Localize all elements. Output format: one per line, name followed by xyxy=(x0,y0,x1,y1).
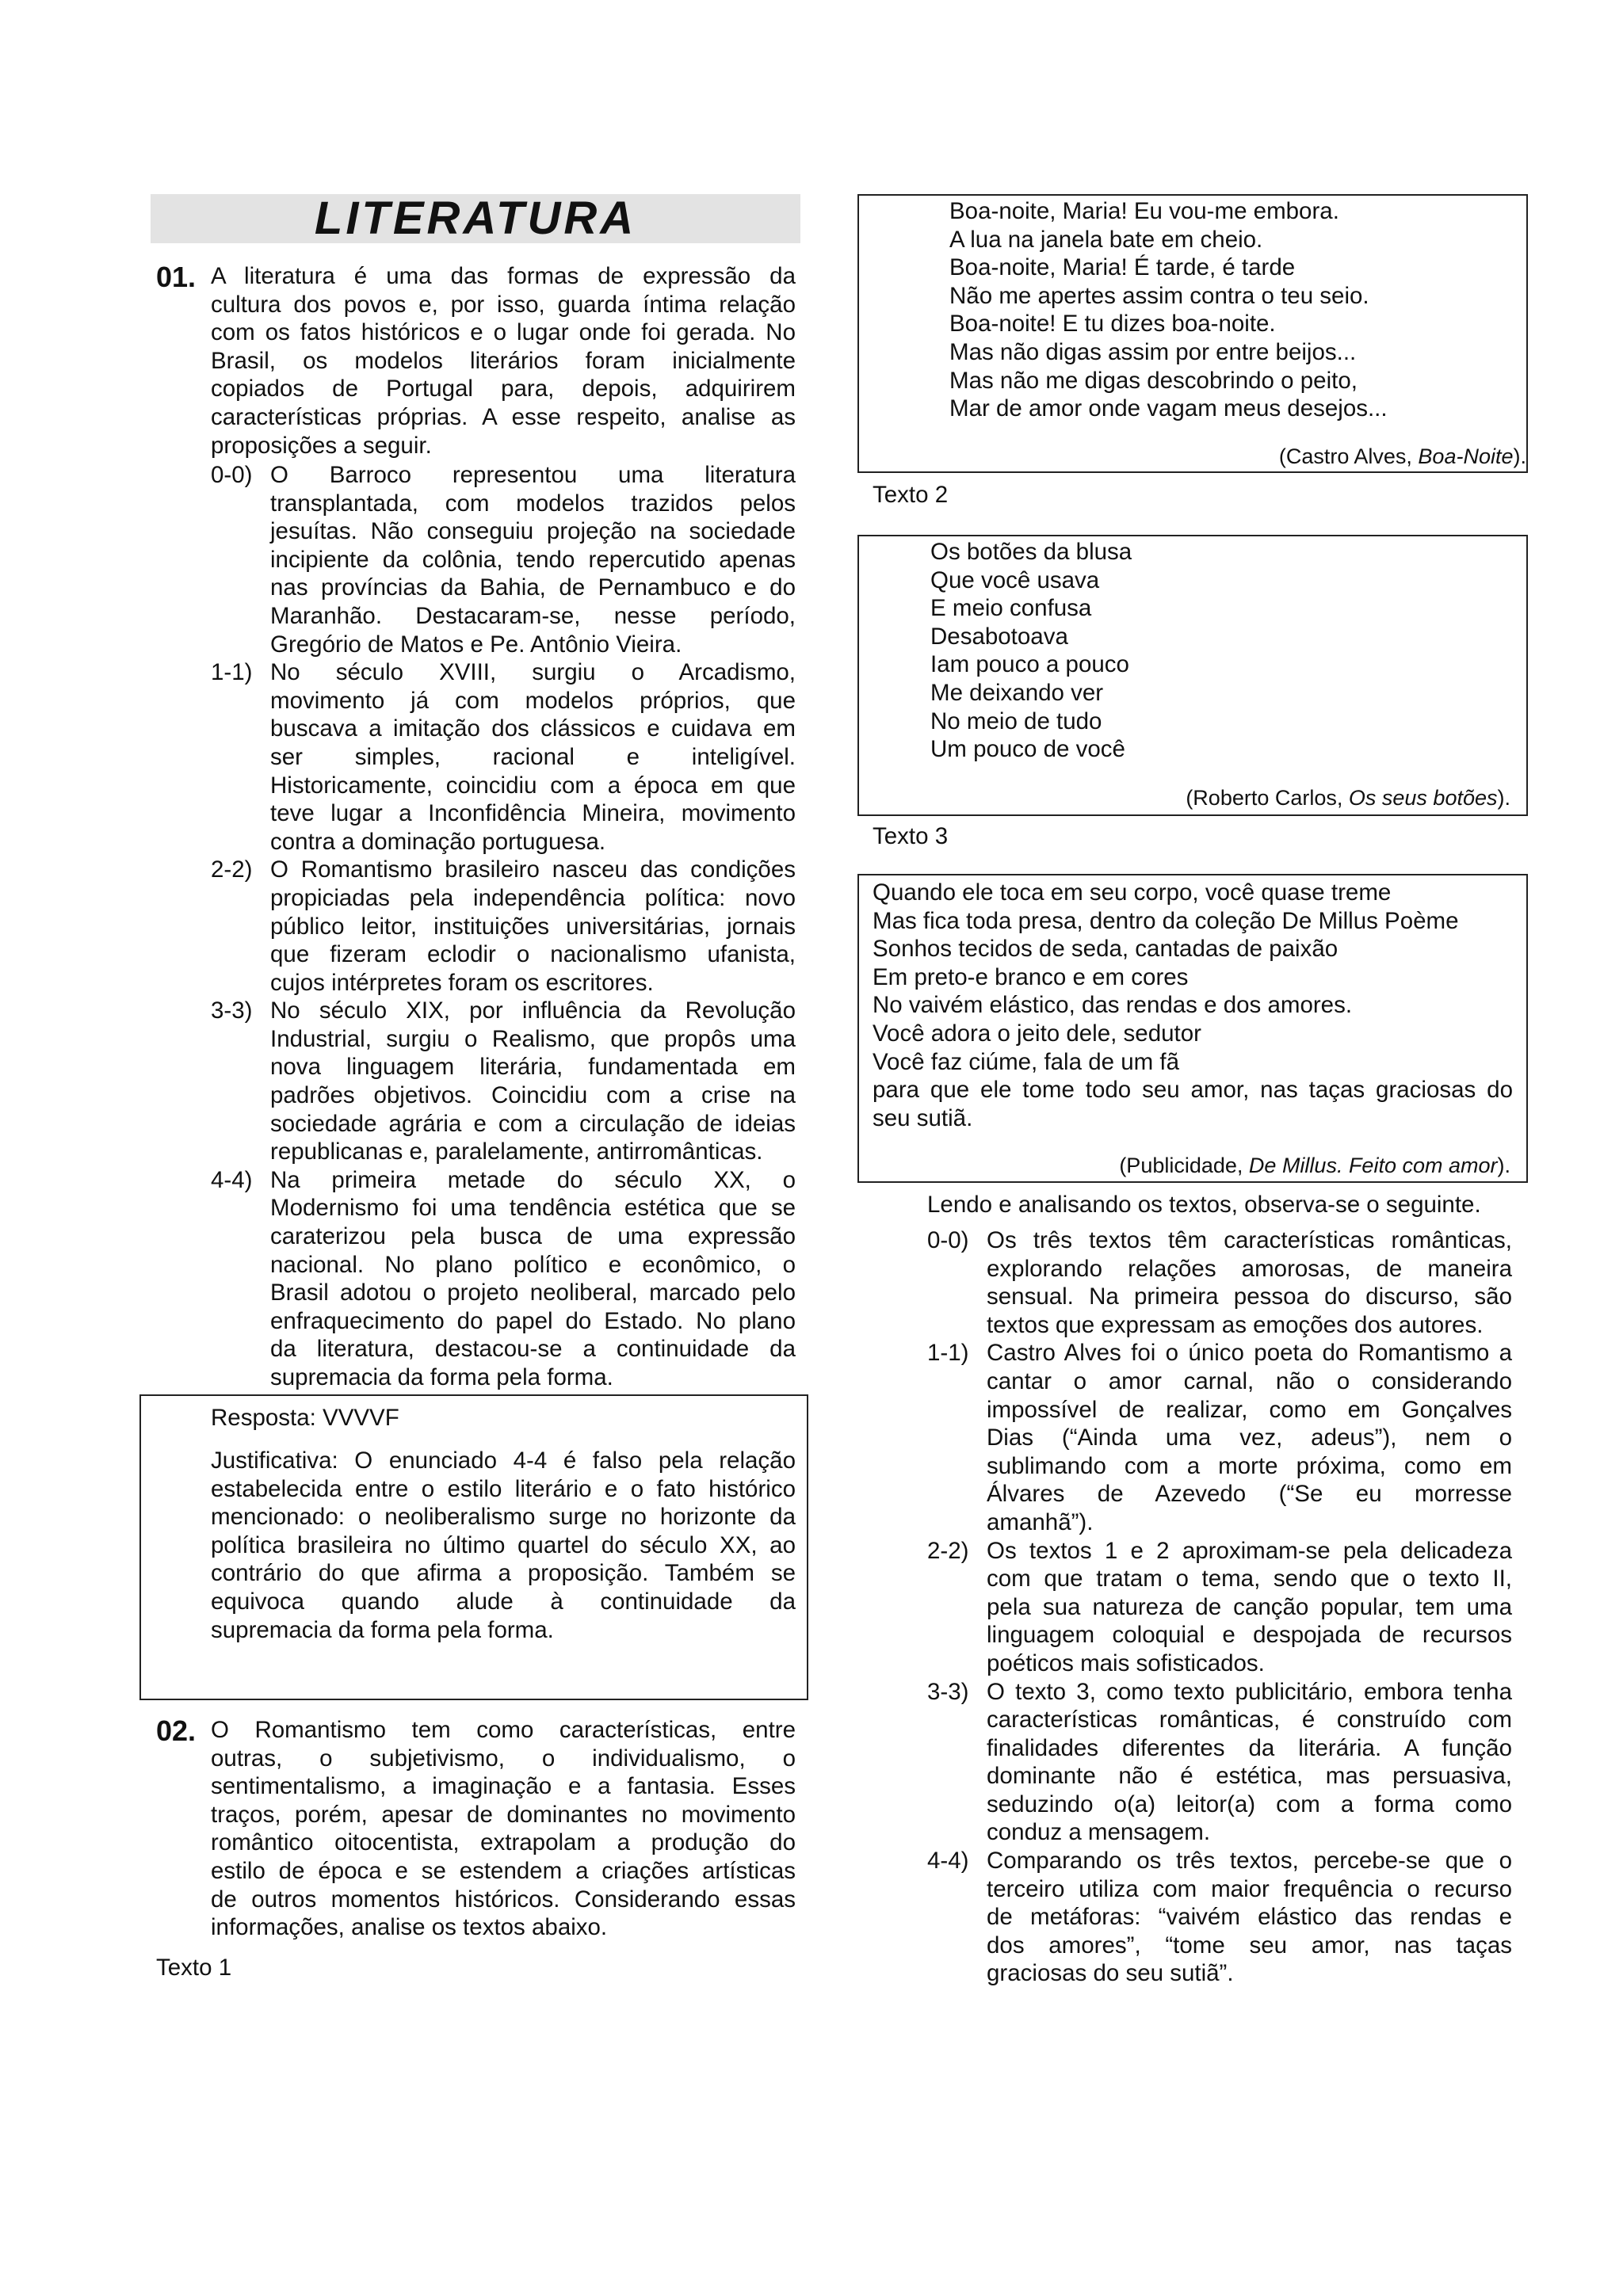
proposition-line: textos que expressam as emoções dos autores. xyxy=(987,1311,1484,1338)
texto-2-source-prefix: (Roberto Carlos, xyxy=(1186,786,1349,810)
texto-3-line: No vaivém elástico, das rendas e dos amores. xyxy=(873,992,1353,1019)
proposition-line: O texto 3, como texto publicitário, embora tenha xyxy=(987,1678,1512,1705)
proposition-item xyxy=(211,997,796,1166)
proposition-line: Gregório de Matos e Pe. Antônio Vieira. xyxy=(270,631,682,658)
proposition-line: Brasil adotou o projeto neoliberal, marcado pelo xyxy=(270,1280,796,1306)
proposition-label: 1-1) xyxy=(927,1340,969,1367)
texto-2-label: Texto 2 xyxy=(873,482,949,508)
proposition-label: 0-0) xyxy=(211,462,253,488)
texto-1-source-title: Boa-Noite xyxy=(1418,444,1514,468)
proposition-line: poéticos mais sofisticados. xyxy=(987,1650,1265,1676)
question-02-intro xyxy=(211,1716,796,1942)
texto-1-poem xyxy=(949,197,1388,423)
proposition-line: caraterizou pela busca de uma expressão xyxy=(270,1223,796,1250)
proposition-text xyxy=(987,1678,1512,1848)
texto-2-line: Os botões da blusa xyxy=(930,539,1132,565)
proposition-text xyxy=(987,1226,1512,1339)
texto-3-source xyxy=(1119,1152,1510,1180)
proposition-line: Álvares de Azevedo (“Se eu morresse xyxy=(987,1481,1512,1508)
question-01-intro xyxy=(211,262,796,460)
justification-line: política brasileira no último quartel do século XX, ao xyxy=(211,1531,796,1558)
proposition-text xyxy=(987,1537,1512,1678)
q02-intro-line: estilo de época e se estendem a criações artísticas xyxy=(211,1857,796,1884)
texto-1-line: Boa-noite, Maria! Eu vou-me embora. xyxy=(949,198,1339,224)
proposition-label: 3-3) xyxy=(211,997,253,1024)
question-02-items xyxy=(927,1226,1512,1988)
proposition-label: 3-3) xyxy=(927,1678,969,1705)
justification-line: supremacia da forma pela forma. xyxy=(211,1616,554,1643)
q01-intro-line: A literatura é uma das formas de expressão da xyxy=(211,263,796,289)
texto-1-line: Mar de amor onde vagam meus desejos... xyxy=(949,395,1388,422)
proposition-item xyxy=(927,1226,1512,1339)
texto-1-label: Texto 1 xyxy=(156,1955,232,1981)
question-01-items xyxy=(211,461,796,1392)
proposition-text xyxy=(987,1339,1512,1536)
texto-1-source-suffix: ). xyxy=(1513,444,1526,468)
proposition-item xyxy=(927,1537,1512,1678)
proposition-line: movimento já com modelos próprios, que xyxy=(270,687,796,714)
proposition-line: contra a dominação portuguesa. xyxy=(270,828,606,855)
proposition-line: finalidades diferentes da literária. A função xyxy=(987,1734,1512,1761)
proposition-line: público leitor, instituições universitárias, jornais xyxy=(270,913,796,940)
texto-1-line: Não me apertes assim contra o teu seio. xyxy=(949,282,1369,309)
proposition-line: teve lugar a Inconfidência Mineira, movimento xyxy=(270,800,796,827)
proposition-line: com que tratam o tema, sendo que o texto II, xyxy=(987,1566,1512,1592)
q01-intro-line: Brasil, os modelos literários foram inicialmente xyxy=(211,347,796,374)
justification-line: equivoca quando alude à continuidade da xyxy=(211,1588,796,1615)
proposition-line: amanhã”). xyxy=(987,1508,1094,1535)
proposition-line: explorando relações amorosas, de maneira xyxy=(987,1255,1512,1282)
texto-3-source-title: De Millus. Feito com amor xyxy=(1248,1154,1498,1177)
proposition-line: impossível de realizar, como em Gonçalves xyxy=(987,1396,1512,1423)
proposition-line: O Romantismo brasileiro nasceu das condições xyxy=(270,856,796,883)
proposition-text xyxy=(270,1166,796,1392)
justification-line: Justificativa: O enunciado 4-4 é falso pela relação xyxy=(211,1447,796,1474)
proposition-item xyxy=(211,658,796,856)
texto-3-line: Sonhos tecidos de seda, cantadas de paixão xyxy=(873,936,1338,963)
proposition-line: Os textos 1 e 2 aproximam-se pela delicadeza xyxy=(987,1537,1512,1564)
proposition-text xyxy=(270,658,796,856)
proposition-line: sensual. Na primeira pessoa do discurso, são xyxy=(987,1283,1512,1310)
proposition-line: dominante não é estética, mas persuasiva, xyxy=(987,1763,1512,1790)
texto-3-label: Texto 3 xyxy=(873,823,949,849)
proposition-line: Industrial, surgiu o Realismo, que propôs uma xyxy=(270,1025,796,1052)
proposition-line: nacional. No plano político e econômico, o xyxy=(270,1251,796,1278)
proposition-item xyxy=(211,461,796,658)
proposition-line: terceiro utiliza com maior frequência o recurso xyxy=(987,1875,1512,1902)
proposition-item xyxy=(927,1847,1512,1988)
proposition-text xyxy=(270,856,796,997)
q01-intro-line: características próprias. A esse respeito, analise as xyxy=(211,403,796,430)
proposition-line: pela sua natureza de canção popular, tem uma xyxy=(987,1593,1512,1620)
q01-intro-line: proposições a seguir. xyxy=(211,432,432,459)
texto-3-source-prefix: (Publicidade, xyxy=(1119,1154,1249,1177)
proposition-line: Os três textos têm características românticas, xyxy=(987,1227,1512,1253)
texto-1-source-prefix: (Castro Alves, xyxy=(1278,444,1419,468)
texto-2-line: No meio de tudo xyxy=(930,707,1102,734)
texto-2-line: Me deixando ver xyxy=(930,679,1104,706)
proposition-line: buscava a imitação dos clássicos e cuidava em xyxy=(270,715,796,742)
question-01-number: 01. xyxy=(156,261,197,293)
texto-3-line: Mas fica toda presa, dentro da coleção De Millus Poème xyxy=(873,907,1459,934)
justification xyxy=(211,1447,796,1644)
proposition-line: incipiente da colônia, tendo repercutido apenas xyxy=(270,546,796,573)
proposition-text xyxy=(270,461,796,658)
proposition-line: características românticas, é construído com xyxy=(987,1707,1512,1733)
proposition-line: seduzindo o(a) leitor(a) com a forma como xyxy=(987,1791,1512,1817)
texto-2-line: Desabotoava xyxy=(930,623,1068,650)
q02-intro-line: traços, porém, apesar de dominantes no movimento xyxy=(211,1801,796,1828)
proposition-line: Modernismo foi uma tendência estética que se xyxy=(270,1195,796,1222)
proposition-line: jesuítas. Não conseguiu projeção na sociedade xyxy=(270,518,796,545)
proposition-line: transplantada, com modelos trazidos pelos xyxy=(270,490,796,517)
question-02-number: 02. xyxy=(156,1714,197,1747)
proposition-line: O Barroco representou uma literatura xyxy=(270,462,796,488)
answer-text: Resposta: VVVVF xyxy=(211,1405,399,1431)
proposition-label: 1-1) xyxy=(211,659,253,686)
proposition-label: 2-2) xyxy=(211,856,253,883)
proposition-label: 4-4) xyxy=(211,1166,253,1193)
q02-intro-line: sentimentalismo, a imaginação e a fantasia. Esses xyxy=(211,1773,796,1800)
proposition-item xyxy=(211,856,796,997)
q01-intro-line: copiados de Portugal para, depois, adquirirem xyxy=(211,376,796,402)
proposition-text xyxy=(270,997,796,1166)
q02-intro-line: O Romantismo tem como características, entre xyxy=(211,1717,796,1743)
texto-1-line: A lua na janela bate em cheio. xyxy=(949,226,1263,253)
proposition-line: padrões objetivos. Coincidiu com a crise na xyxy=(270,1082,796,1109)
justification-line: contrário do que afirma a proposição. Também se xyxy=(211,1560,796,1587)
proposition-line: No século XVIII, surgiu o Arcadismo, xyxy=(270,659,796,686)
proposition-line: enfraquecimento do papel do Estado. No plano xyxy=(270,1307,796,1334)
question-02-lead: Lendo e analisando os textos, observa-se o seguinte. xyxy=(927,1192,1481,1218)
texto-3-line: Você adora o jeito dele, sedutor xyxy=(873,1020,1201,1047)
proposition-line: linguagem coloquial e despojada de recursos xyxy=(987,1622,1512,1649)
texto-2-line: Que você usava xyxy=(930,566,1100,593)
texto-2-line: Iam pouco a pouco xyxy=(930,651,1129,678)
proposition-line: Castro Alves foi o único poeta do Romantismo a xyxy=(987,1340,1512,1367)
texto-1-line: Mas não digas assim por entre beijos... xyxy=(949,338,1357,365)
q01-intro-line: cultura dos povos e, por isso, guarda íntima relação xyxy=(211,291,796,318)
texto-1-source xyxy=(1279,443,1526,471)
proposition-line: Historicamente, coincidiu com a época em que xyxy=(270,772,796,799)
proposition-line: sociedade agrária e com a circulação de ideias xyxy=(270,1110,796,1137)
texto-3-text xyxy=(873,879,1513,1132)
justification-line: mencionado: o neoliberalismo surge no horizonte da xyxy=(211,1504,796,1531)
proposition-line: de metáforas: “vaivém elástico das rendas e xyxy=(987,1904,1512,1931)
proposition-line: republicanas e, paralelamente, antirromânticas. xyxy=(270,1138,763,1165)
texto-3-line: Você faz ciúme, fala de um fã xyxy=(873,1048,1179,1075)
proposition-label: 2-2) xyxy=(927,1537,969,1564)
texto-2-poem xyxy=(930,538,1132,764)
proposition-line: supremacia da forma pela forma. xyxy=(270,1364,613,1390)
proposition-text xyxy=(987,1847,1512,1988)
proposition-item xyxy=(927,1678,1512,1848)
proposition-line: Maranhão. Destacaram-se, nesse período, xyxy=(270,602,796,629)
proposition-item xyxy=(211,1166,796,1392)
proposition-line: Comparando os três textos, percebe-se que o xyxy=(987,1848,1512,1875)
proposition-line: Dias (“Ainda uma vez, adeus”), nem o xyxy=(987,1425,1512,1451)
proposition-line: que fizeram eclodir o nacionalismo ufanista, xyxy=(270,941,796,968)
q02-intro-line: romântico oitocentista, extrapolam a produção do xyxy=(211,1829,796,1856)
proposition-line: No século XIX, por influência da Revolução xyxy=(270,997,796,1024)
proposition-line: Na primeira metade do século XX, o xyxy=(270,1166,796,1193)
q01-intro-line: com os fatos históricos e o lugar onde foi gerada. No xyxy=(211,319,796,346)
texto-3-line: Em preto-e branco e em cores xyxy=(873,963,1189,990)
texto-1-line: Boa-noite! E tu dizes boa-noite. xyxy=(949,311,1276,338)
texto-3-line: seu sutiã. xyxy=(873,1104,973,1131)
justification-line: estabelecida entre o estilo literário e o fato histórico xyxy=(211,1475,796,1502)
section-title: LITERATURA xyxy=(314,193,637,244)
q02-intro-line: de outros momentos históricos. Considerando essas xyxy=(211,1886,796,1913)
texto-2-source xyxy=(1186,784,1510,813)
proposition-line: propiciadas pela independência política: novo xyxy=(270,884,796,911)
proposition-item xyxy=(927,1339,1512,1536)
proposition-line: conduz a mensagem. xyxy=(987,1819,1211,1846)
proposition-line: cantar o amor carnal, não o considerando xyxy=(987,1367,1512,1394)
texto-3-line: Quando ele toca em seu corpo, você quase treme xyxy=(873,879,1392,906)
texto-3-source-suffix: ). xyxy=(1497,1154,1510,1177)
proposition-line: cujos intérpretes foram os escritores. xyxy=(270,969,654,996)
proposition-line: nova linguagem literária, fundamentada em xyxy=(270,1054,796,1081)
texto-1-line: Mas não me digas descobrindo o peito, xyxy=(949,367,1358,394)
texto-2-source-title: Os seus botões xyxy=(1348,786,1498,810)
texto-2-line: Um pouco de você xyxy=(930,736,1125,763)
proposition-label: 4-4) xyxy=(927,1848,969,1875)
proposition-line: nas províncias da Bahia, de Pernambuco e do xyxy=(270,574,796,601)
proposition-line: graciosas do seu sutiã”. xyxy=(987,1960,1234,1987)
proposition-line: sublimando com a morte próxima, como em xyxy=(987,1452,1512,1479)
proposition-line: dos amores”, “tome seu amor, nas taças xyxy=(987,1932,1512,1958)
proposition-label: 0-0) xyxy=(927,1227,969,1253)
proposition-line: da literatura, destacou-se a continuidade da xyxy=(270,1336,796,1363)
texto-1-line: Boa-noite, Maria! É tarde, é tarde xyxy=(949,254,1296,281)
q02-intro-line: informações, analise os textos abaixo. xyxy=(211,1914,608,1941)
q02-intro-line: outras, o subjetivismo, o individualismo, o xyxy=(211,1745,796,1772)
texto-2-source-suffix: ). xyxy=(1497,786,1510,810)
texto-3-line: para que ele tome todo seu amor, nas taças graciosas do xyxy=(873,1077,1513,1104)
texto-2-line: E meio confusa xyxy=(930,595,1092,622)
proposition-line: ser simples, racional e inteligível. xyxy=(270,743,796,770)
